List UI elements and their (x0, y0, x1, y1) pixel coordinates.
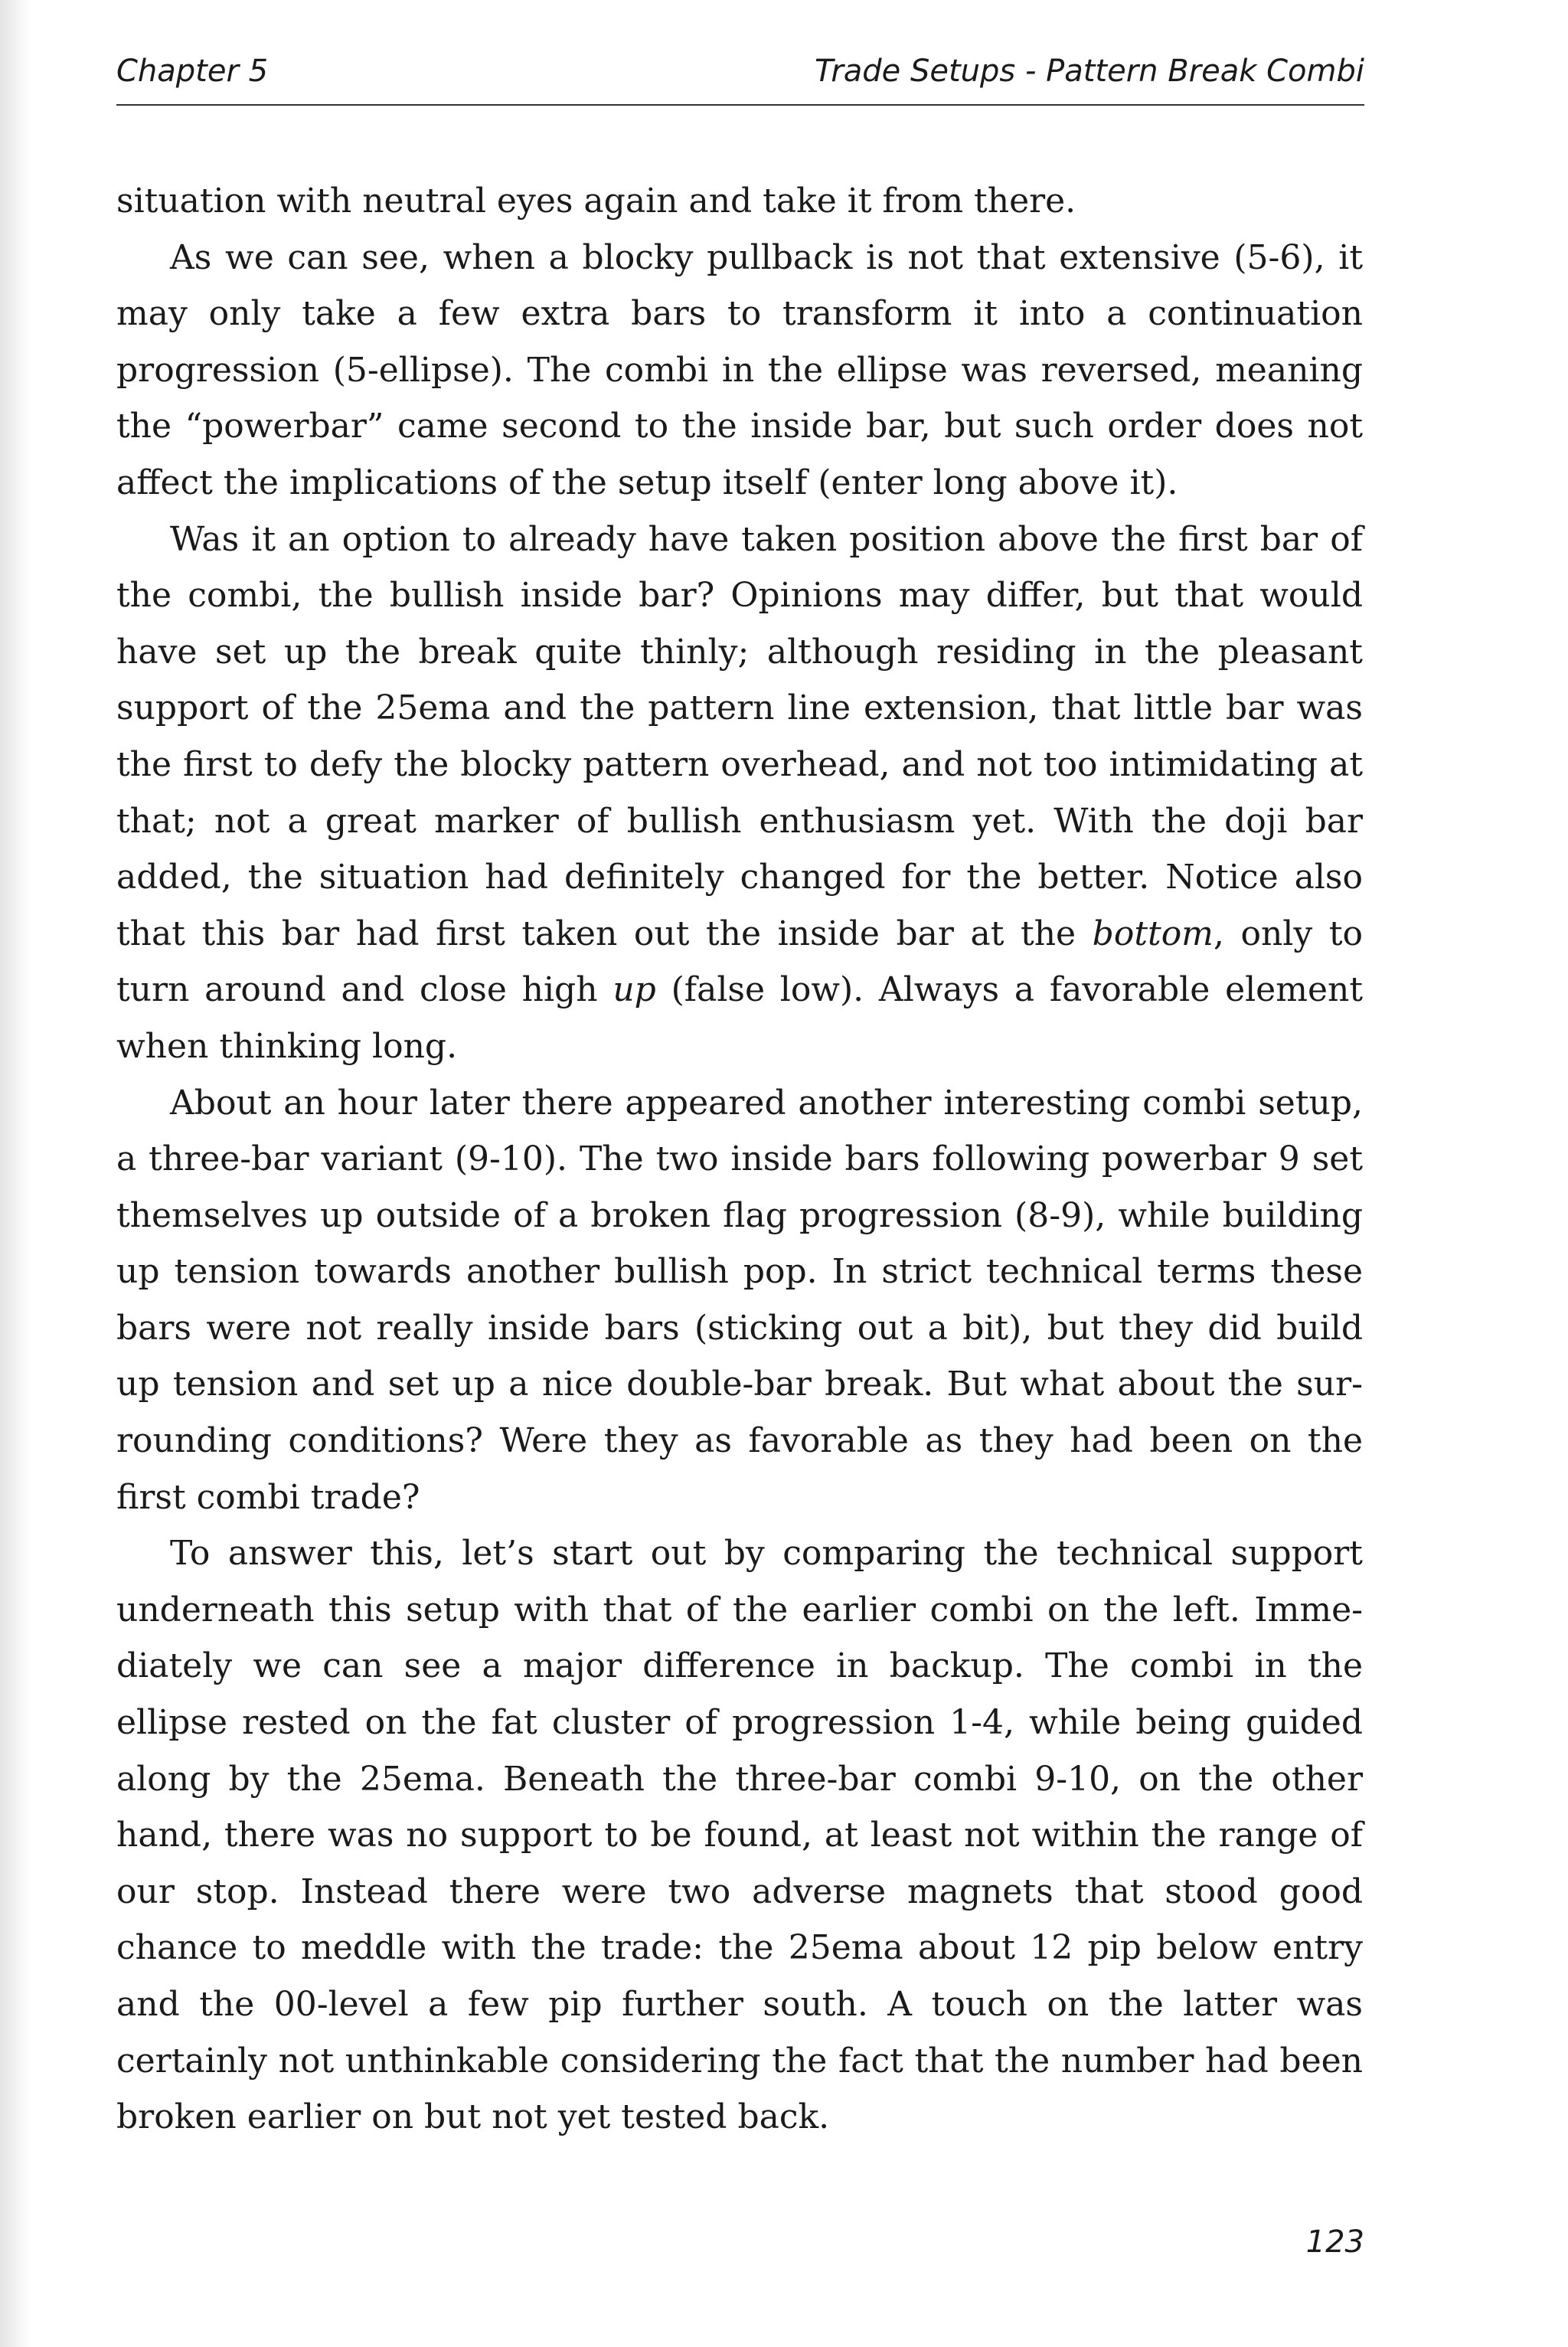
chapter-label: Chapter 5 (116, 54, 269, 89)
paragraph (116, 1525, 1363, 2146)
text-run: About an hour later there appeared another interesting combi setup, a three-bar variant (9-10). The two inside bars following powerbar 9 set themselves up outside of a broken flag progression (8-9), while building up tension towards another bullish pop. In strict technical terms these bars were not really inside bars (sticking out a bit), but they did build up tension and set up a nice double-bar break. But what about the surrounding conditions? Were they as favorable as they had been on the first combi trade? (116, 1083, 1363, 1517)
paragraph (116, 173, 1363, 230)
text-run: As we can see, when a blocky pullback is not that extensive (5-6), it may only take a few extra bars to transform it into a continuation progression (5-ellipse). The combi in the ellipse was reversed, meaning the “powerbar” came second to the inside bar, but such order does not affect the implications of the setup itself (enter long above it). (116, 237, 1363, 502)
section-title: Trade Setups - Pattern Break Combi (814, 54, 1364, 89)
paragraph (116, 230, 1363, 512)
paragraph (116, 1075, 1363, 1526)
emphasis-text: up (612, 970, 656, 1010)
text-run: (false low). Always a favorable element when thinking long. (116, 970, 1364, 1066)
text-run: situation with neutral eyes again and take it from there. (116, 181, 1076, 221)
emphasis-text: bottom (1092, 914, 1214, 953)
text-run: , only to turn around and close high (116, 914, 1363, 1010)
page-edge-shadow (0, 0, 31, 2347)
paragraph (116, 512, 1363, 1075)
header-divider (116, 104, 1364, 106)
text-run: To answer this, let’s start out by comparing the technical support underneath this setup with that of the earlier combi on the left. Immediately we can see a major difference in backup. The combi in the ellipse rested on the fat cluster of progression 1-4, while being guided along by the 25ema. Beneath the three-bar combi 9-10, on the other hand, there was no support to be found, at least not within the range of our stop. Instead there were two adverse magnets that stood good chance to meddle with the trade: the 25ema about 12 pip below entry and the 00-level a few pip further south. A touch on the latter was certainly not unthinkable considering the fact that the number had been broken earlier on but not yet tested back. (116, 1534, 1363, 2137)
page-number: 123 (1305, 2224, 1364, 2260)
text-run: Was it an option to already have taken position above the first bar of the combi, the bullish inside bar? Opinions may differ, but that would have set up the break quite thinly; although residing in the pleasant support of the 25ema and the pattern line extension, that little bar was the first to defy the blocky pattern overhead, and not too intimidating at that; not a great marker of bullish enthusiasm yet. With the doji bar added, the situation had definitely changed for the better. Notice also that this bar had first taken out the inside bar at the (116, 519, 1363, 953)
body-text (116, 173, 1363, 2146)
running-header (116, 51, 1364, 104)
